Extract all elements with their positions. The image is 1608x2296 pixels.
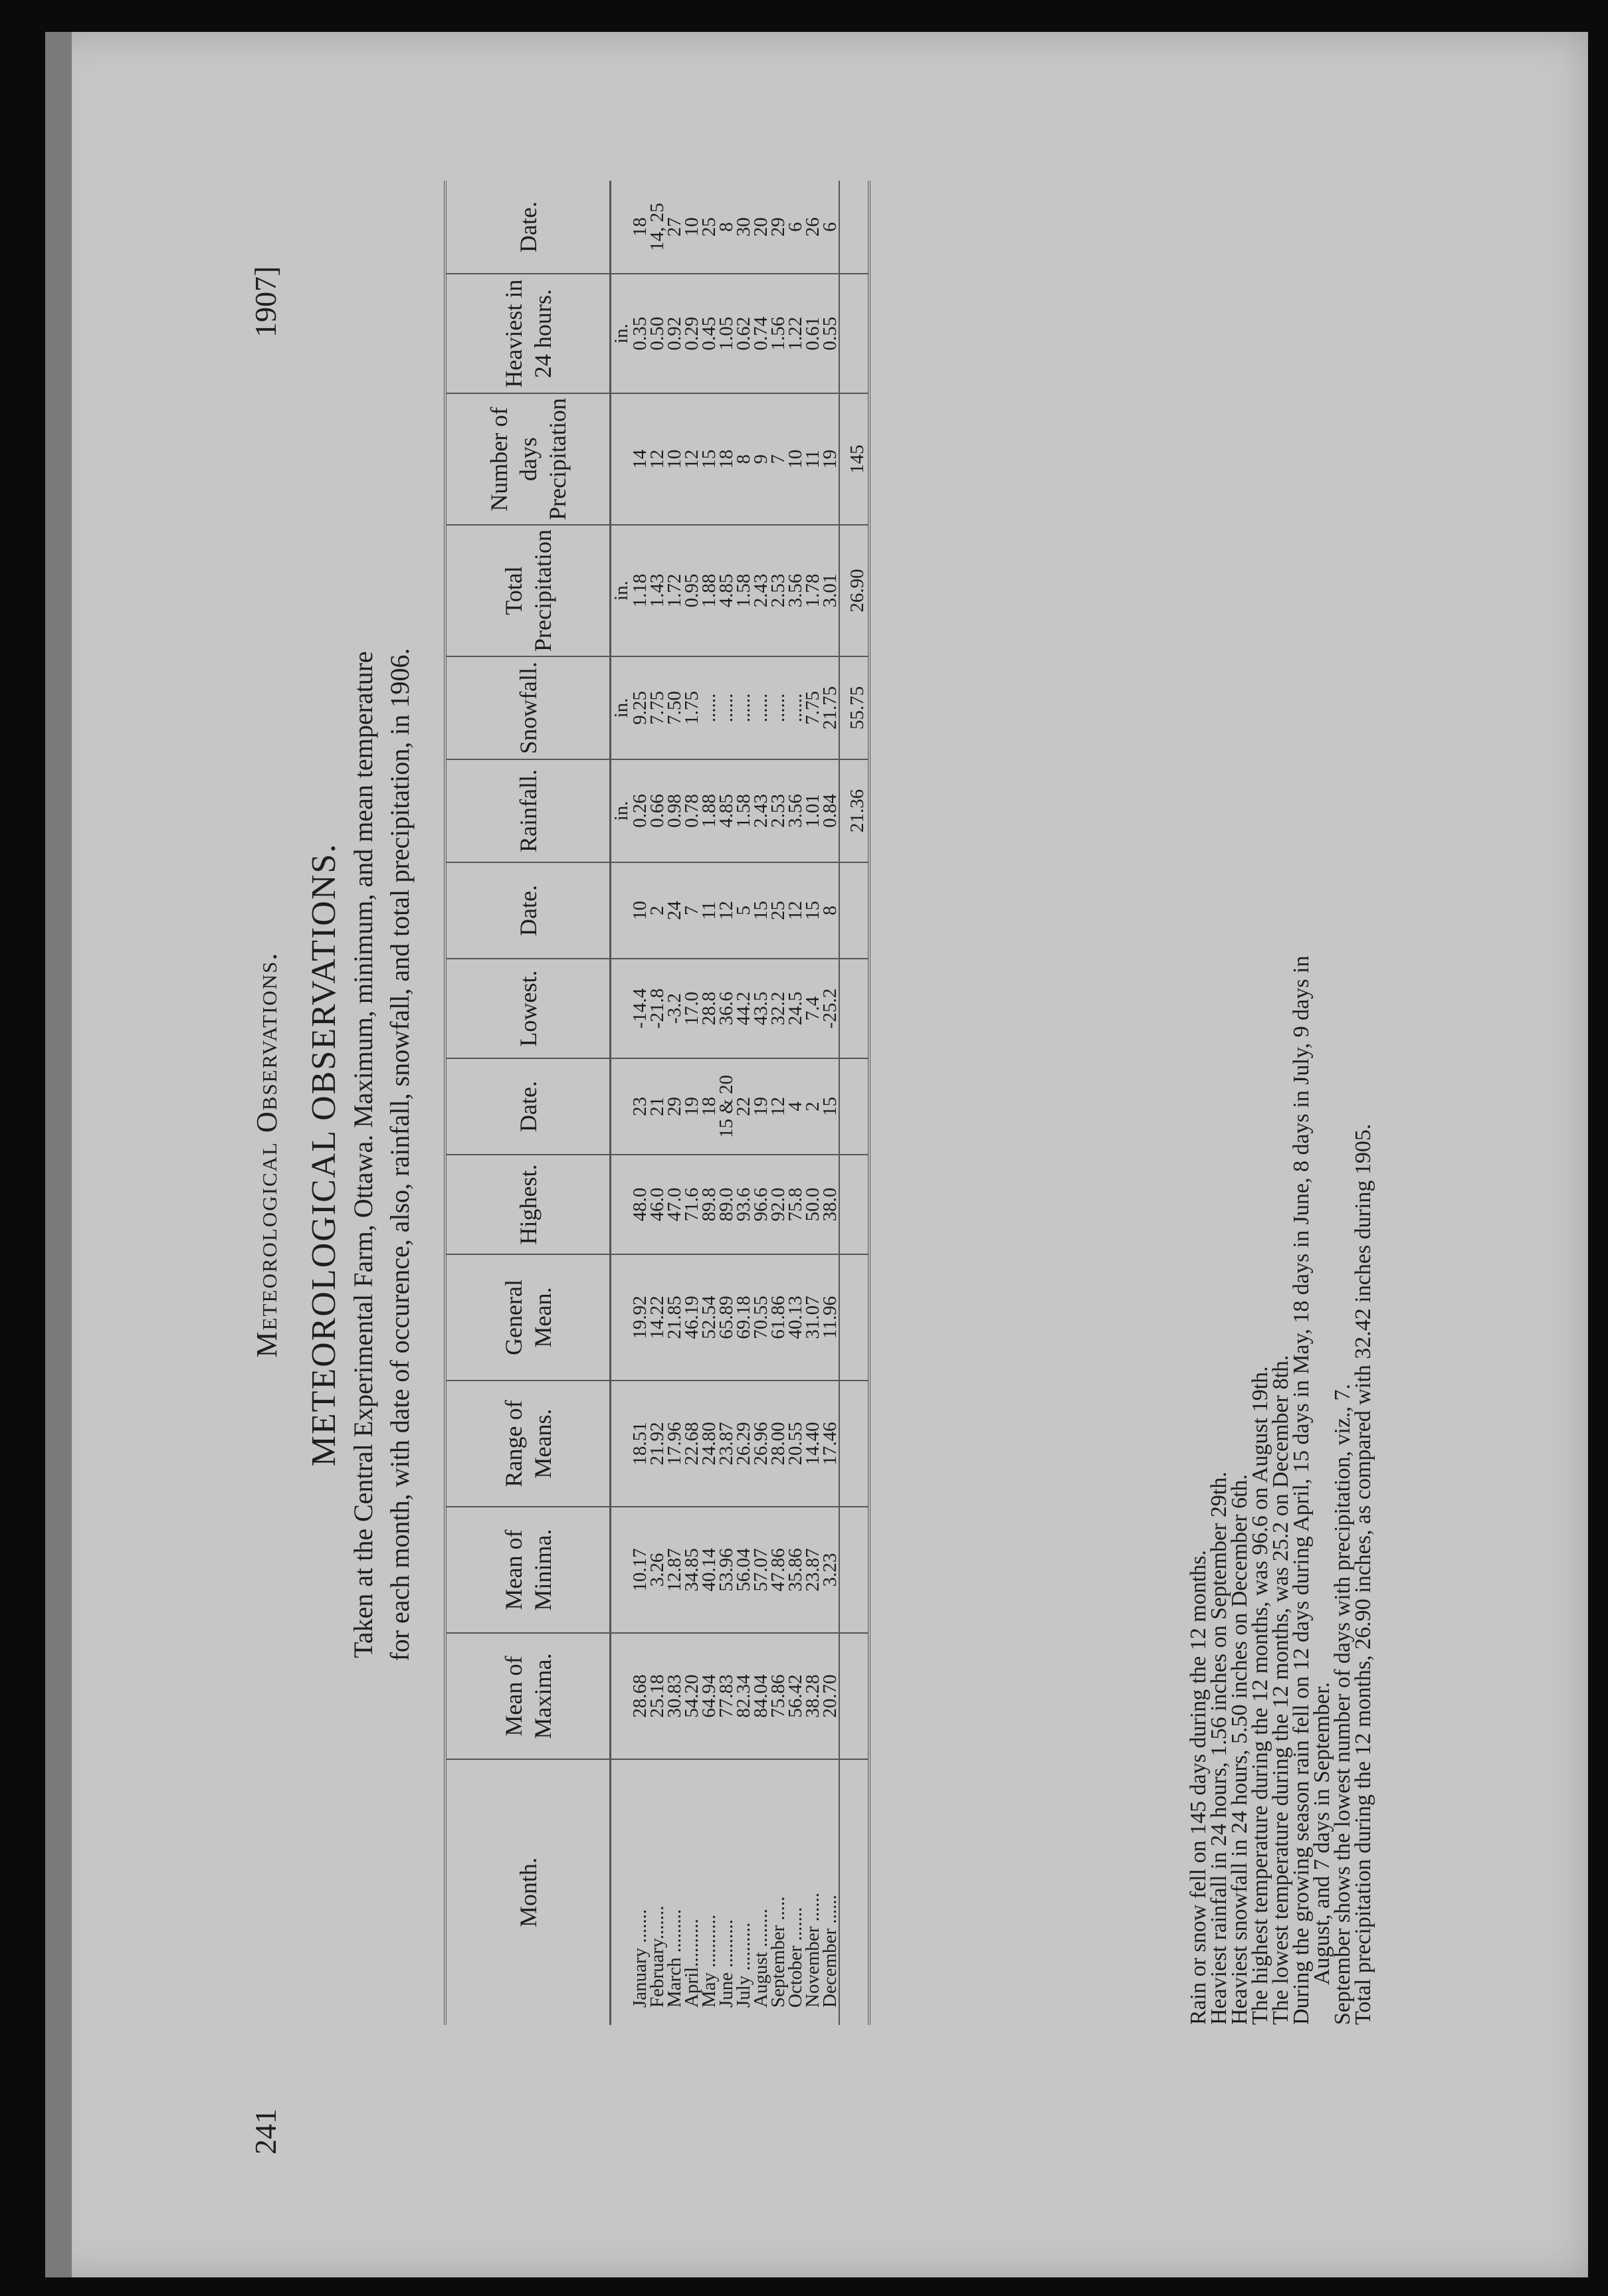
value-cell: 1.18 bbox=[631, 525, 649, 656]
value-cell: 9 bbox=[752, 393, 769, 525]
value-cell: 25 bbox=[769, 862, 787, 959]
value-cell: 4 bbox=[787, 1058, 804, 1155]
table-row bbox=[821, 181, 839, 2025]
month-cell: October ....... bbox=[784, 1907, 806, 2008]
value-cell: 53.96 bbox=[718, 1507, 735, 1633]
value-cell: 2 bbox=[804, 1058, 821, 1155]
value-cell: 92.0 bbox=[769, 1155, 787, 1254]
value-cell: 93.6 bbox=[735, 1155, 752, 1254]
value-cell: ...... bbox=[735, 656, 752, 759]
value-cell: 18.51 bbox=[631, 1381, 649, 1507]
month-cell: April.......... bbox=[680, 1919, 702, 2008]
value-cell: 0.26 bbox=[631, 759, 649, 862]
value-cell: 21.36 bbox=[839, 759, 869, 862]
value-cell: 5 bbox=[735, 862, 752, 959]
value-cell bbox=[611, 1633, 632, 1759]
value-cell: 3.56 bbox=[787, 525, 804, 656]
value-cell: 19.92 bbox=[631, 1254, 649, 1381]
value-cell: 65.89 bbox=[718, 1254, 735, 1381]
value-cell: 96.6 bbox=[752, 1155, 769, 1254]
value-cell: 17.0 bbox=[683, 959, 700, 1058]
value-cell bbox=[611, 393, 632, 525]
column-header: Heaviest in 24 hours. bbox=[445, 274, 611, 393]
value-cell: 20.70 bbox=[821, 1633, 839, 1759]
value-cell: 18 bbox=[631, 181, 649, 274]
month-cell: February....... bbox=[646, 1905, 668, 2008]
summary-notes bbox=[1188, 956, 1373, 2025]
value-cell: 11 bbox=[700, 862, 718, 959]
value-cell: 89.0 bbox=[718, 1155, 735, 1254]
value-cell: 7.75 bbox=[804, 656, 821, 759]
meteorological-table bbox=[444, 181, 870, 2025]
month-cell bbox=[611, 1759, 632, 2025]
note-line: Heaviest rainfall in 24 hours, 1.56 inches on September 29th. bbox=[1207, 1472, 1231, 2025]
value-cell: 54.20 bbox=[683, 1633, 700, 1759]
value-cell: 69.18 bbox=[735, 1254, 752, 1381]
value-cell: 15 bbox=[752, 862, 769, 959]
value-cell: 10 bbox=[683, 181, 700, 274]
page-number: 241 bbox=[249, 2109, 282, 2154]
table-header-row bbox=[445, 181, 611, 2025]
value-cell: 12 bbox=[718, 862, 735, 959]
value-cell: 29 bbox=[666, 1058, 683, 1155]
value-cell: 1.43 bbox=[649, 525, 666, 656]
value-cell: 12 bbox=[787, 862, 804, 959]
value-cell: 35.86 bbox=[787, 1507, 804, 1633]
value-cell: ...... bbox=[718, 656, 735, 759]
value-cell bbox=[839, 1507, 869, 1633]
table-body bbox=[611, 181, 870, 2025]
value-cell: 15 bbox=[804, 862, 821, 959]
value-cell: 38.28 bbox=[804, 1633, 821, 1759]
column-header: General Mean. bbox=[445, 1254, 611, 1381]
column-header: Mean of Maxima. bbox=[445, 1633, 611, 1759]
note-line: The lowest temperature during the 12 months, was 25.2 on December 8th. bbox=[1268, 1355, 1293, 2025]
value-cell: 2 bbox=[649, 862, 666, 959]
value-cell: 0.66 bbox=[649, 759, 666, 862]
rotated-page-content bbox=[45, 32, 1588, 2277]
value-cell: 75.8 bbox=[787, 1155, 804, 1254]
value-cell: 77.83 bbox=[718, 1633, 735, 1759]
value-cell bbox=[611, 1381, 632, 1507]
value-cell: 50.0 bbox=[804, 1155, 821, 1254]
value-cell: 23.87 bbox=[718, 1381, 735, 1507]
value-cell: 3.26 bbox=[649, 1507, 666, 1633]
value-cell: 8 bbox=[718, 181, 735, 274]
value-cell bbox=[611, 959, 632, 1058]
subtitle-line-1: Taken at the Central Experimental Farm, Ottawa. Maximum, minimum, and mean temperature bbox=[348, 651, 378, 1658]
value-cell: 82.34 bbox=[735, 1633, 752, 1759]
value-cell: 30 bbox=[735, 181, 752, 274]
value-cell: 70.55 bbox=[752, 1254, 769, 1381]
value-cell: 10 bbox=[787, 393, 804, 525]
value-cell: 6 bbox=[821, 181, 839, 274]
column-header: Month. bbox=[445, 1759, 611, 2025]
column-header: Date. bbox=[445, 1058, 611, 1155]
value-cell: 3.01 bbox=[821, 525, 839, 656]
value-cell: 38.0 bbox=[821, 1155, 839, 1254]
value-cell: 26 bbox=[804, 181, 821, 274]
value-cell: 14 bbox=[631, 393, 649, 525]
value-cell: 84.04 bbox=[752, 1633, 769, 1759]
value-cell: 14.22 bbox=[649, 1254, 666, 1381]
value-cell: 22 bbox=[735, 1058, 752, 1155]
value-cell: 10.17 bbox=[631, 1507, 649, 1633]
value-cell: 17.46 bbox=[821, 1381, 839, 1507]
value-cell: 0.29 bbox=[683, 274, 700, 393]
value-cell: 75.86 bbox=[769, 1633, 787, 1759]
column-header: Mean of Minima. bbox=[445, 1507, 611, 1633]
subtitle-line-2: for each month, with date of occurence, also, rainfall, snowfall, and total precipitation, in 1906. bbox=[385, 648, 415, 1662]
value-cell: 0.74 bbox=[752, 274, 769, 393]
value-cell: 47.0 bbox=[666, 1155, 683, 1254]
value-cell: 19 bbox=[752, 1058, 769, 1155]
value-cell: 17.96 bbox=[666, 1381, 683, 1507]
value-cell: 40.14 bbox=[700, 1507, 718, 1633]
value-cell: 61.86 bbox=[769, 1254, 787, 1381]
value-cell: 25.18 bbox=[649, 1633, 666, 1759]
value-cell: 0.50 bbox=[649, 274, 666, 393]
running-head-year: 1907] bbox=[249, 266, 282, 337]
value-cell: 7.75 bbox=[649, 656, 666, 759]
value-cell: 28.68 bbox=[631, 1633, 649, 1759]
value-cell: 36.6 bbox=[718, 959, 735, 1058]
value-cell: 3.23 bbox=[821, 1507, 839, 1633]
value-cell: 56.42 bbox=[787, 1633, 804, 1759]
value-cell bbox=[611, 1058, 632, 1155]
value-cell: 48.0 bbox=[631, 1155, 649, 1254]
value-cell: 6 bbox=[787, 181, 804, 274]
value-cell: 24.80 bbox=[700, 1381, 718, 1507]
value-cell: 55.75 bbox=[839, 656, 869, 759]
month-cell: June .......... bbox=[715, 1919, 737, 2008]
value-cell: 23.87 bbox=[804, 1507, 821, 1633]
note-line: August, and 7 days in September. bbox=[1310, 1681, 1334, 1985]
value-cell: 28.00 bbox=[769, 1381, 787, 1507]
value-cell bbox=[839, 1633, 869, 1759]
value-cell: 18 bbox=[718, 393, 735, 525]
value-cell bbox=[839, 1254, 869, 1381]
value-cell: 1.72 bbox=[666, 525, 683, 656]
value-cell: 18 bbox=[700, 1058, 718, 1155]
value-cell: in. bbox=[611, 656, 632, 759]
note-line: September shows the lowest number of days with precipitation, viz., 7. bbox=[1330, 1383, 1355, 2025]
value-cell: 29 bbox=[769, 181, 787, 274]
value-cell: 26.96 bbox=[752, 1381, 769, 1507]
value-cell: 15 & 20 bbox=[718, 1058, 735, 1155]
value-cell: 21.75 bbox=[821, 656, 839, 759]
month-cell bbox=[839, 1759, 869, 2025]
value-cell: 4.85 bbox=[718, 759, 735, 862]
value-cell: 1.75 bbox=[683, 656, 700, 759]
month-cell: May ........... bbox=[698, 1914, 720, 2008]
column-header: Total Precipitation bbox=[445, 525, 611, 656]
column-header: Rainfall. bbox=[445, 759, 611, 862]
page-title: METEOROLOGICAL OBSERVATIONS. bbox=[305, 842, 343, 1467]
month-cell: August ........ bbox=[750, 1908, 771, 2008]
value-cell: 0.45 bbox=[700, 274, 718, 393]
value-cell: 12 bbox=[649, 393, 666, 525]
value-cell: -21.8 bbox=[649, 959, 666, 1058]
value-cell: 22.68 bbox=[683, 1381, 700, 1507]
value-cell: 15 bbox=[700, 393, 718, 525]
value-cell: in. bbox=[611, 525, 632, 656]
value-cell: 25 bbox=[700, 181, 718, 274]
value-cell: 47.86 bbox=[769, 1507, 787, 1633]
value-cell: 57.07 bbox=[752, 1507, 769, 1633]
value-cell: 43.5 bbox=[752, 959, 769, 1058]
value-cell bbox=[611, 1507, 632, 1633]
value-cell: 14.40 bbox=[804, 1381, 821, 1507]
value-cell: 2.53 bbox=[769, 525, 787, 656]
value-cell: 7 bbox=[683, 862, 700, 959]
value-cell: 24 bbox=[666, 862, 683, 959]
units-row bbox=[611, 181, 632, 2025]
value-cell: 7.50 bbox=[666, 656, 683, 759]
value-cell: 21 bbox=[649, 1058, 666, 1155]
value-cell: 10 bbox=[666, 393, 683, 525]
value-cell: 11.96 bbox=[821, 1254, 839, 1381]
value-cell bbox=[611, 1155, 632, 1254]
value-cell: 1.78 bbox=[804, 525, 821, 656]
value-cell: 34.85 bbox=[683, 1507, 700, 1633]
note-line: Heaviest snowfall in 24 hours, 5.50 inches on December 6th. bbox=[1227, 1474, 1252, 2025]
value-cell: 10 bbox=[631, 862, 649, 959]
note-line: Rain or snow fell on 145 days during the 12 months. bbox=[1186, 1550, 1211, 2025]
value-cell: 0.95 bbox=[683, 525, 700, 656]
value-cell: 7 bbox=[769, 393, 787, 525]
value-cell: -25.2 bbox=[821, 959, 839, 1058]
value-cell: 28.8 bbox=[700, 959, 718, 1058]
value-cell: 2.43 bbox=[752, 759, 769, 862]
value-cell bbox=[611, 1254, 632, 1381]
value-cell: 9.25 bbox=[631, 656, 649, 759]
value-cell: ...... bbox=[769, 656, 787, 759]
column-header: Date. bbox=[445, 862, 611, 959]
value-cell bbox=[839, 181, 869, 274]
value-cell bbox=[839, 1381, 869, 1507]
value-cell: -3.2 bbox=[666, 959, 683, 1058]
column-header: Highest. bbox=[445, 1155, 611, 1254]
value-cell: ...... bbox=[752, 656, 769, 759]
value-cell bbox=[611, 181, 632, 274]
column-header: Lowest. bbox=[445, 959, 611, 1058]
month-cell: September ..... bbox=[767, 1896, 789, 2008]
value-cell: 0.92 bbox=[666, 274, 683, 393]
month-cell: December ...... bbox=[819, 1895, 841, 2008]
note-line: Total precipitation during the 12 months, 26.90 inches, as compared with 32.42 inches during 1905. bbox=[1351, 1123, 1375, 2025]
value-cell: 8 bbox=[821, 862, 839, 959]
value-cell: 52.54 bbox=[700, 1254, 718, 1381]
value-cell: 1.01 bbox=[804, 759, 821, 862]
value-cell: in. bbox=[611, 274, 632, 393]
value-cell: 0.78 bbox=[683, 759, 700, 862]
value-cell: 2.53 bbox=[769, 759, 787, 862]
value-cell: 3.56 bbox=[787, 759, 804, 862]
value-cell: 26.29 bbox=[735, 1381, 752, 1507]
totals-row bbox=[839, 181, 869, 2025]
value-cell: 8 bbox=[735, 393, 752, 525]
value-cell: 30.83 bbox=[666, 1633, 683, 1759]
value-cell: 7.4 bbox=[804, 959, 821, 1058]
value-cell: in. bbox=[611, 759, 632, 862]
value-cell bbox=[839, 1155, 869, 1254]
value-cell: 0.55 bbox=[821, 274, 839, 393]
value-cell: 12.87 bbox=[666, 1507, 683, 1633]
value-cell bbox=[611, 862, 632, 959]
value-cell: 14, 25 bbox=[649, 181, 666, 274]
value-cell bbox=[839, 862, 869, 959]
value-cell: 11 bbox=[804, 393, 821, 525]
value-cell: 0.84 bbox=[821, 759, 839, 862]
column-header: Snowfall. bbox=[445, 656, 611, 759]
month-cell: January ....... bbox=[629, 1909, 651, 2008]
value-cell bbox=[839, 1058, 869, 1155]
value-cell bbox=[839, 274, 869, 393]
value-cell: -14.4 bbox=[631, 959, 649, 1058]
value-cell: 2.43 bbox=[752, 525, 769, 656]
value-cell: 1.58 bbox=[735, 759, 752, 862]
value-cell: 31.07 bbox=[804, 1254, 821, 1381]
value-cell: ...... bbox=[787, 656, 804, 759]
value-cell: 21.92 bbox=[649, 1381, 666, 1507]
value-cell: 1.58 bbox=[735, 525, 752, 656]
value-cell: 15 bbox=[821, 1058, 839, 1155]
value-cell: 40.13 bbox=[787, 1254, 804, 1381]
value-cell: 71.6 bbox=[683, 1155, 700, 1254]
value-cell: 4.85 bbox=[718, 525, 735, 656]
value-cell: 23 bbox=[631, 1058, 649, 1155]
value-cell: 19 bbox=[683, 1058, 700, 1155]
value-cell: 26.90 bbox=[839, 525, 869, 656]
value-cell: 20 bbox=[752, 181, 769, 274]
column-header: Date. bbox=[445, 181, 611, 274]
note-line: During the growing season rain fell on 12 days during April, 15 days in May, 18 days in June, 8 days in July, 9 days in bbox=[1289, 955, 1314, 2025]
month-cell: July .......... bbox=[732, 1922, 754, 2008]
value-cell: 0.61 bbox=[804, 274, 821, 393]
value-cell: 1.22 bbox=[787, 274, 804, 393]
running-head-title: Meteorological Observations. bbox=[251, 951, 283, 1358]
column-header: Number of days Precipitation bbox=[445, 393, 611, 525]
value-cell: 0.35 bbox=[631, 274, 649, 393]
value-cell: 44.2 bbox=[735, 959, 752, 1058]
value-cell: 24.5 bbox=[787, 959, 804, 1058]
value-cell: 21.85 bbox=[666, 1254, 683, 1381]
column-header: Range of Means. bbox=[445, 1381, 611, 1507]
value-cell: 64.94 bbox=[700, 1633, 718, 1759]
value-cell: 19 bbox=[821, 393, 839, 525]
value-cell: ...... bbox=[700, 656, 718, 759]
month-cell: November ...... bbox=[801, 1892, 823, 2008]
value-cell: 0.62 bbox=[735, 274, 752, 393]
value-cell bbox=[839, 959, 869, 1058]
value-cell: 0.98 bbox=[666, 759, 683, 862]
value-cell: 12 bbox=[683, 393, 700, 525]
value-cell: 1.56 bbox=[769, 274, 787, 393]
value-cell: 27 bbox=[666, 181, 683, 274]
value-cell: 1.88 bbox=[700, 759, 718, 862]
note-line: The highest temperature during the 12 months, was 96.6 on August 19th. bbox=[1248, 1366, 1272, 2025]
value-cell: 1.88 bbox=[700, 525, 718, 656]
value-cell: 12 bbox=[769, 1058, 787, 1155]
month-cell: March ......... bbox=[663, 1909, 685, 2008]
value-cell: 89.8 bbox=[700, 1155, 718, 1254]
value-cell: 145 bbox=[839, 393, 869, 525]
value-cell: 1.05 bbox=[718, 274, 735, 393]
value-cell: 32.2 bbox=[769, 959, 787, 1058]
value-cell: 46.0 bbox=[649, 1155, 666, 1254]
scanned-page bbox=[45, 32, 1588, 2277]
value-cell: 20.55 bbox=[787, 1381, 804, 1507]
value-cell: 56.04 bbox=[735, 1507, 752, 1633]
value-cell: 46.19 bbox=[683, 1254, 700, 1381]
